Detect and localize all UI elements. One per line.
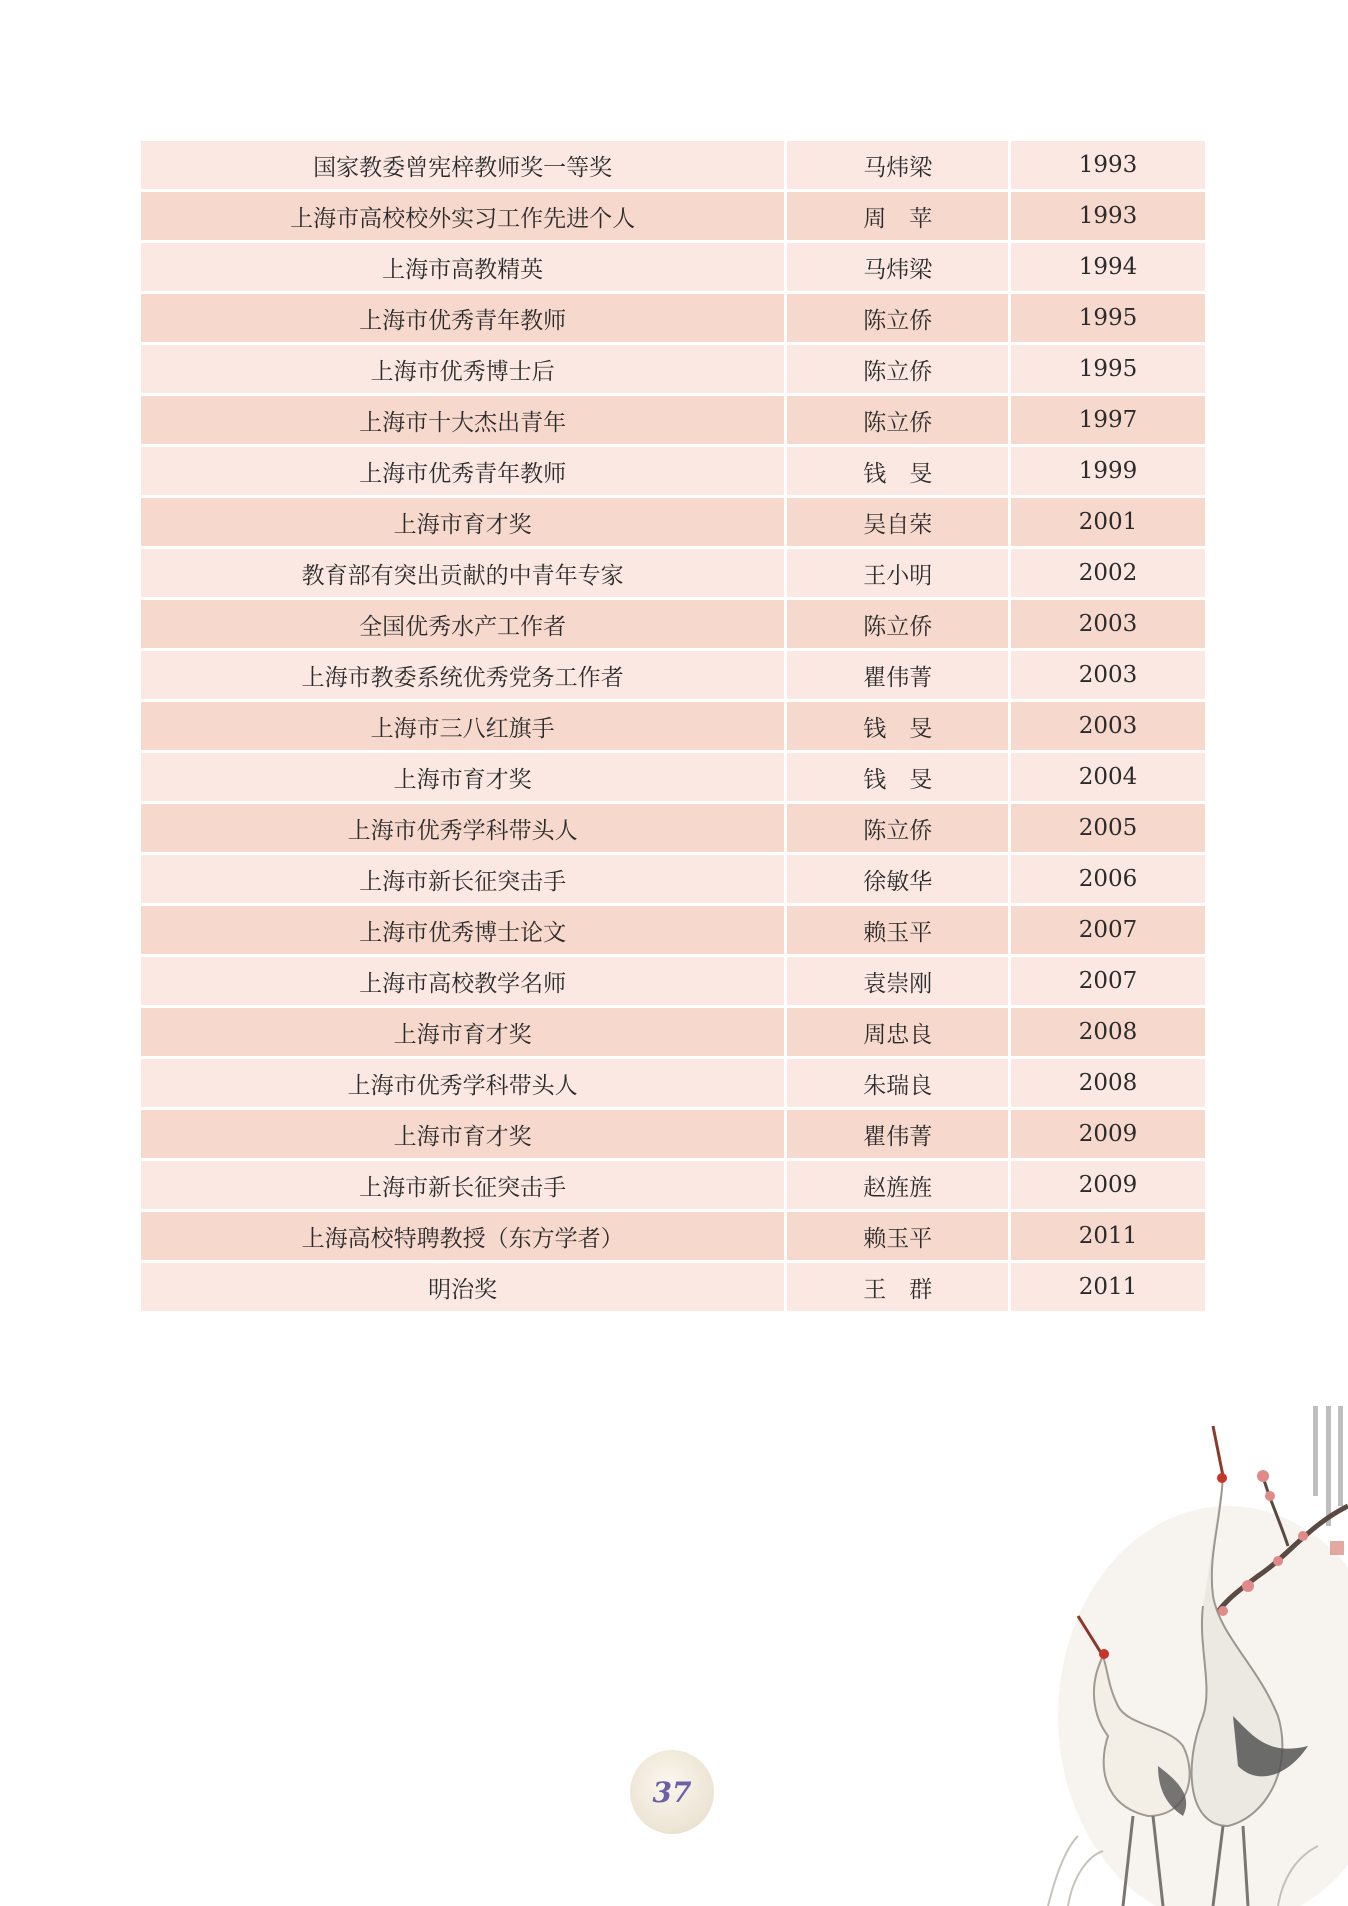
recipient-name-cell: 吴自荣 <box>787 498 1008 546</box>
recipient-name-cell: 陈立侨 <box>787 804 1008 852</box>
table-row <box>141 600 1205 648</box>
awards-table-body <box>141 141 1205 1311</box>
table-row <box>141 294 1205 342</box>
award-year-cell: 2006 <box>1011 855 1205 903</box>
award-year-cell: 2007 <box>1011 957 1205 1005</box>
table-row <box>141 753 1205 801</box>
award-year-cell: 2008 <box>1011 1008 1205 1056</box>
table-row <box>141 1008 1205 1056</box>
recipient-name-cell: 王小明 <box>787 549 1008 597</box>
recipient-name-cell: 周 苹 <box>787 192 1008 240</box>
award-title-cell: 上海市优秀青年教师 <box>141 294 784 342</box>
recipient-name-cell: 钱 旻 <box>787 753 1008 801</box>
recipient-name-cell: 马炜梁 <box>787 141 1008 189</box>
table-row <box>141 702 1205 750</box>
award-title-cell: 全国优秀水产工作者 <box>141 600 784 648</box>
table-row <box>141 1212 1205 1260</box>
award-title-cell: 上海市三八红旗手 <box>141 702 784 750</box>
award-year-cell: 2011 <box>1011 1263 1205 1311</box>
award-year-cell: 2004 <box>1011 753 1205 801</box>
table-row <box>141 549 1205 597</box>
award-year-cell: 2007 <box>1011 906 1205 954</box>
recipient-name-cell: 瞿伟菁 <box>787 651 1008 699</box>
crane-plum-painting-icon <box>1008 1386 1348 1906</box>
award-title-cell: 上海市育才奖 <box>141 753 784 801</box>
recipient-name-cell: 陈立侨 <box>787 294 1008 342</box>
recipient-name-cell: 陈立侨 <box>787 600 1008 648</box>
page-number: 37 <box>652 1775 692 1809</box>
recipient-name-cell: 马炜梁 <box>787 243 1008 291</box>
award-year-cell: 1993 <box>1011 192 1205 240</box>
recipient-name-cell: 袁崇刚 <box>787 957 1008 1005</box>
award-title-cell: 上海市高校教学名师 <box>141 957 784 1005</box>
award-title-cell: 上海市育才奖 <box>141 1110 784 1158</box>
award-year-cell: 1994 <box>1011 243 1205 291</box>
table-row <box>141 243 1205 291</box>
recipient-name-cell: 钱 旻 <box>787 447 1008 495</box>
table-row <box>141 345 1205 393</box>
award-year-cell: 2003 <box>1011 702 1205 750</box>
recipient-name-cell: 徐敏华 <box>787 855 1008 903</box>
award-title-cell: 上海市高校校外实习工作先进个人 <box>141 192 784 240</box>
table-row <box>141 141 1205 189</box>
award-year-cell: 1999 <box>1011 447 1205 495</box>
table-row <box>141 651 1205 699</box>
award-title-cell: 上海市新长征突击手 <box>141 1161 784 1209</box>
award-year-cell: 2008 <box>1011 1059 1205 1107</box>
recipient-name-cell: 赖玉平 <box>787 1212 1008 1260</box>
table-row <box>141 447 1205 495</box>
recipient-name-cell: 钱 旻 <box>787 702 1008 750</box>
award-year-cell: 1993 <box>1011 141 1205 189</box>
table-row <box>141 1161 1205 1209</box>
award-title-cell: 教育部有突出贡献的中青年专家 <box>141 549 784 597</box>
award-title-cell: 上海市优秀学科带头人 <box>141 804 784 852</box>
recipient-name-cell: 陈立侨 <box>787 345 1008 393</box>
award-year-cell: 1997 <box>1011 396 1205 444</box>
award-year-cell: 2011 <box>1011 1212 1205 1260</box>
table-row <box>141 957 1205 1005</box>
recipient-name-cell: 朱瑞良 <box>787 1059 1008 1107</box>
award-title-cell: 明治奖 <box>141 1263 784 1311</box>
award-year-cell: 2003 <box>1011 651 1205 699</box>
award-title-cell: 上海市十大杰出青年 <box>141 396 784 444</box>
award-year-cell: 2001 <box>1011 498 1205 546</box>
awards-table <box>138 138 1208 1314</box>
award-year-cell: 1995 <box>1011 345 1205 393</box>
recipient-name-cell: 瞿伟菁 <box>787 1110 1008 1158</box>
award-title-cell: 上海市育才奖 <box>141 498 784 546</box>
recipient-name-cell: 王 群 <box>787 1263 1008 1311</box>
award-title-cell: 上海市高教精英 <box>141 243 784 291</box>
recipient-name-cell: 赖玉平 <box>787 906 1008 954</box>
recipient-name-cell: 周忠良 <box>787 1008 1008 1056</box>
award-year-cell: 2002 <box>1011 549 1205 597</box>
award-year-cell: 2009 <box>1011 1110 1205 1158</box>
table-row <box>141 804 1205 852</box>
table-row <box>141 396 1205 444</box>
award-title-cell: 上海市新长征突击手 <box>141 855 784 903</box>
page-number-shell <box>630 1750 714 1834</box>
recipient-name-cell: 陈立侨 <box>787 396 1008 444</box>
award-year-cell: 1995 <box>1011 294 1205 342</box>
award-title-cell: 上海市育才奖 <box>141 1008 784 1056</box>
table-row <box>141 498 1205 546</box>
award-title-cell: 上海市教委系统优秀党务工作者 <box>141 651 784 699</box>
recipient-name-cell: 赵旌旌 <box>787 1161 1008 1209</box>
table-row <box>141 1263 1205 1311</box>
award-year-cell: 2003 <box>1011 600 1205 648</box>
award-title-cell: 上海市优秀学科带头人 <box>141 1059 784 1107</box>
table-row <box>141 855 1205 903</box>
table-row <box>141 1110 1205 1158</box>
table-row <box>141 906 1205 954</box>
award-title-cell: 上海市优秀青年教师 <box>141 447 784 495</box>
award-title-cell: 国家教委曾宪梓教师奖一等奖 <box>141 141 784 189</box>
award-title-cell: 上海市优秀博士论文 <box>141 906 784 954</box>
table-row <box>141 192 1205 240</box>
award-year-cell: 2005 <box>1011 804 1205 852</box>
award-year-cell: 2009 <box>1011 1161 1205 1209</box>
award-title-cell: 上海高校特聘教授（东方学者） <box>141 1212 784 1260</box>
table-row <box>141 1059 1205 1107</box>
award-title-cell: 上海市优秀博士后 <box>141 345 784 393</box>
